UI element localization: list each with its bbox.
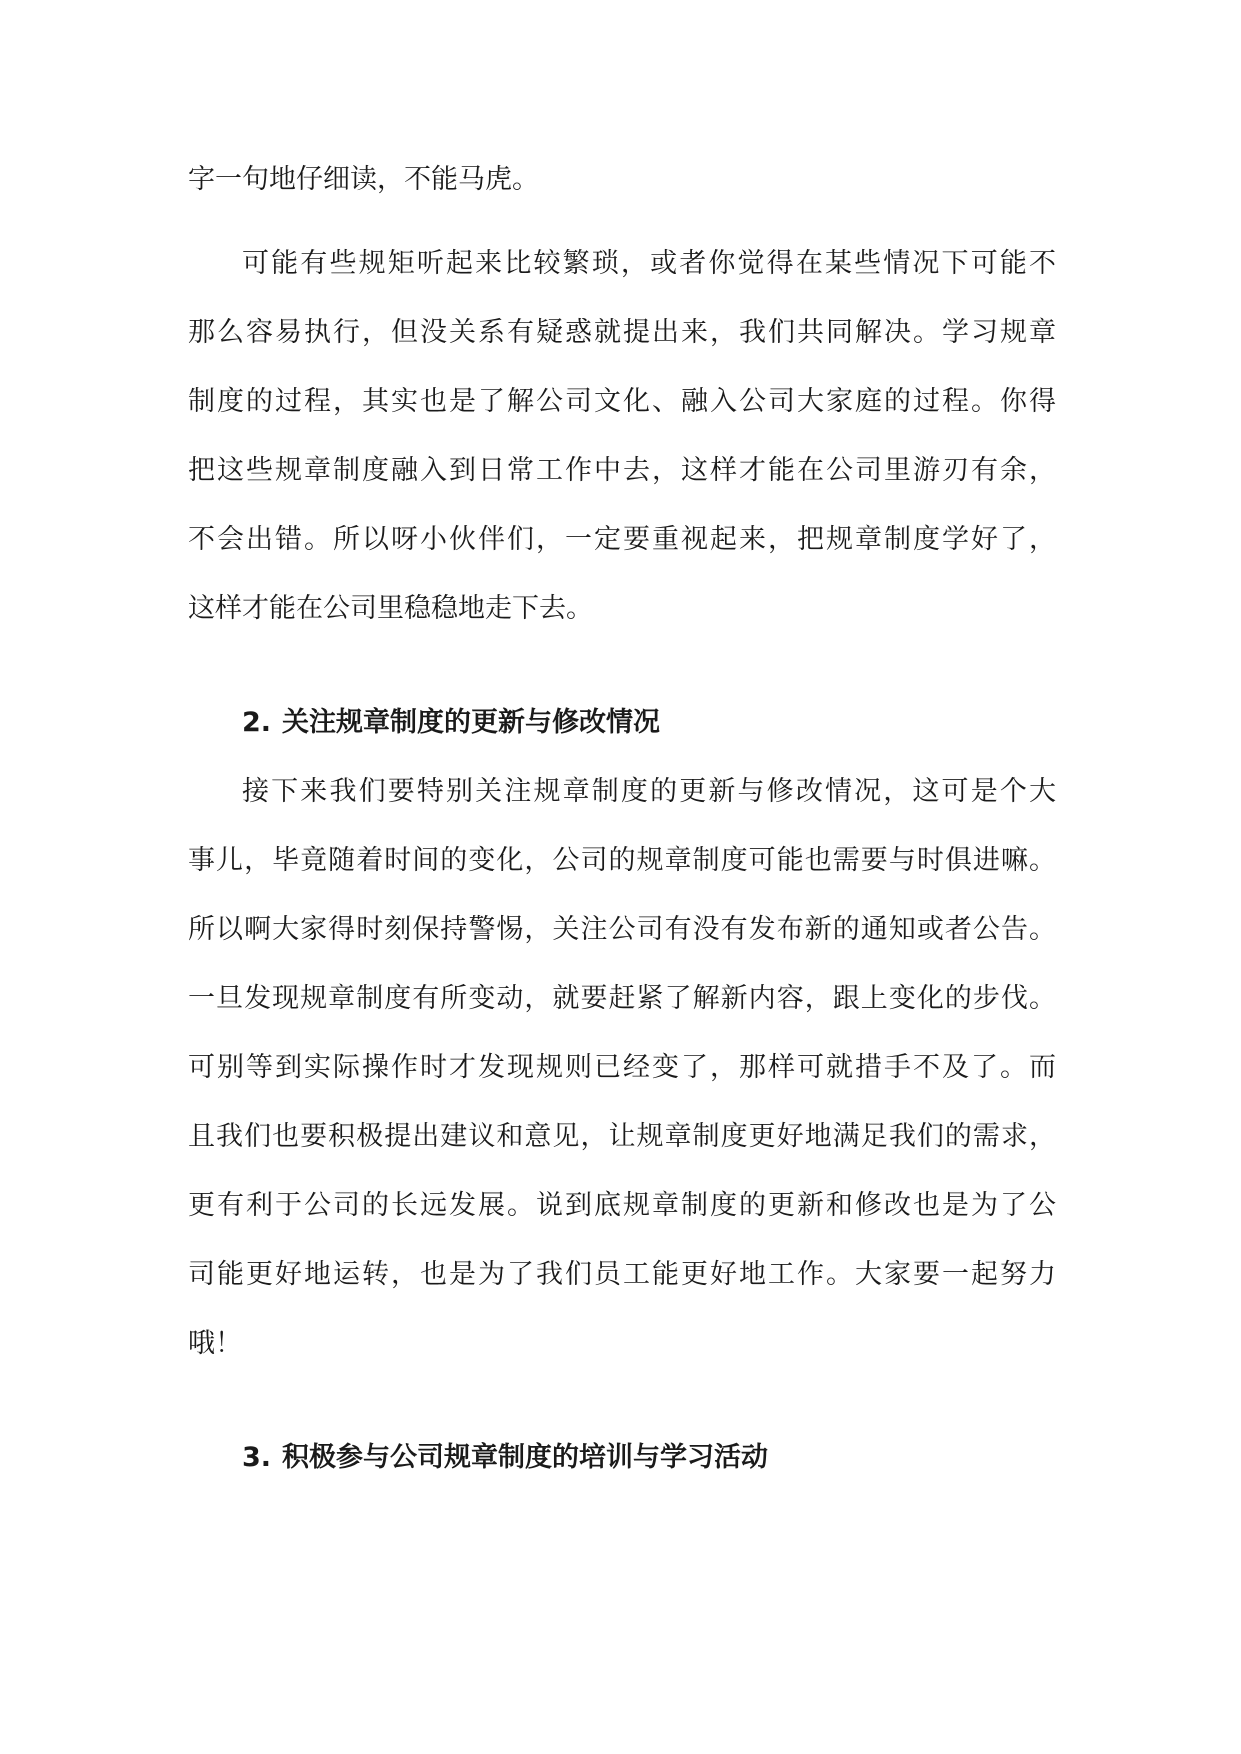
text-line: 一旦发现规章制度有所变动，就要赶紧了解新内容，跟上变化的步伐。	[188, 983, 1056, 1014]
paragraph-updates-and-revisions	[188, 757, 1056, 1378]
section-title: 关注规章制度的更新与修改情况	[282, 707, 660, 738]
text-line: 接下来我们要特别关注规章制度的更新与修改情况，这可是个大	[242, 776, 1056, 807]
section-number: 3.	[242, 1442, 272, 1473]
paragraph-continuation	[188, 145, 1056, 214]
text-line: 哦！	[188, 1328, 242, 1359]
section-heading-3	[188, 1423, 1056, 1492]
text-line: 且我们也要积极提出建议和意见，让规章制度更好地满足我们的需求，	[188, 1121, 1056, 1152]
text-line: 所以啊大家得时刻保持警惕，关注公司有没有发布新的通知或者公告。	[188, 914, 1056, 945]
text-line: 更有利于公司的长远发展。说到底规章制度的更新和修改也是为了公	[188, 1190, 1056, 1221]
text-line: 这样才能在公司里稳稳地走下去。	[188, 593, 593, 624]
text-line: 事儿，毕竟随着时间的变化，公司的规章制度可能也需要与时俱进嘛。	[188, 845, 1056, 876]
paragraph-rules-may-be-tedious	[188, 229, 1056, 643]
section-heading-2	[188, 688, 1056, 757]
text-line: 可能有些规矩听起来比较繁琐，或者你觉得在某些情况下可能不	[242, 248, 1056, 279]
text-line: 字一句地仔细读，不能马虎。	[188, 164, 539, 195]
section-title: 积极参与公司规章制度的培训与学习活动	[282, 1442, 768, 1473]
text-line: 制度的过程，其实也是了解公司文化、融入公司大家庭的过程。你得	[188, 386, 1056, 417]
text-line: 不会出错。所以呀小伙伴们，一定要重视起来，把规章制度学好了，	[188, 524, 1056, 555]
text-line: 可别等到实际操作时才发现规则已经变了，那样可就措手不及了。而	[188, 1052, 1056, 1083]
text-line: 那么容易执行，但没关系有疑惑就提出来，我们共同解决。学习规章	[188, 317, 1056, 348]
text-line: 司能更好地运转，也是为了我们员工能更好地工作。大家要一起努力	[188, 1259, 1056, 1290]
section-number: 2.	[242, 707, 272, 738]
text-line: 把这些规章制度融入到日常工作中去，这样才能在公司里游刃有余，	[188, 455, 1056, 486]
document-body	[188, 145, 1056, 1492]
